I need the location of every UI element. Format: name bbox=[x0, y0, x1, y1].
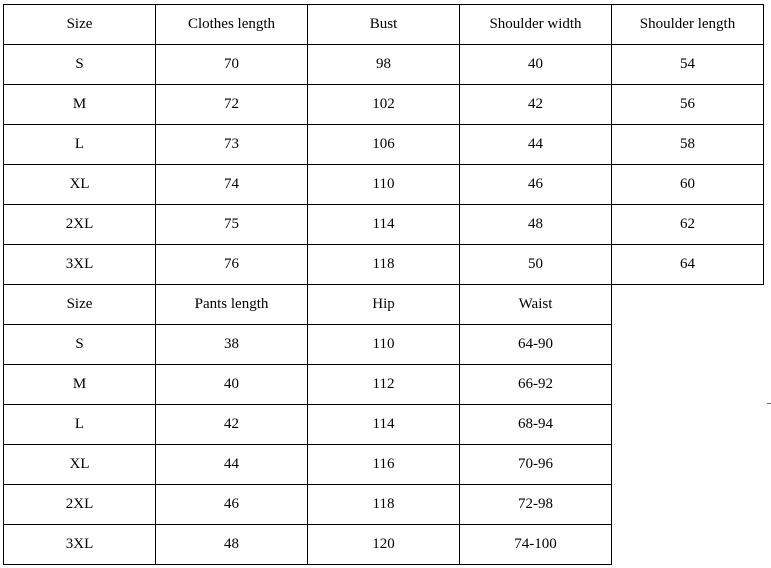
top-cell-shoulder-length: 54 bbox=[612, 45, 764, 85]
top-cell-size: S bbox=[4, 45, 156, 85]
top-header-bust: Bust bbox=[308, 5, 460, 45]
bottom-cell-hip: 116 bbox=[308, 445, 460, 485]
bottom-header-waist: Waist bbox=[460, 285, 612, 325]
top-cell-size: 2XL bbox=[4, 205, 156, 245]
top-cell-clothes-length: 70 bbox=[156, 45, 308, 85]
top-cell-size: L bbox=[4, 125, 156, 165]
top-header-shoulder-width: Shoulder width bbox=[460, 5, 612, 45]
top-cell-shoulder-length: 62 bbox=[612, 205, 764, 245]
bottom-cell-waist: 72-98 bbox=[460, 485, 612, 525]
bottom-cell-size: M bbox=[4, 365, 156, 405]
empty-cell bbox=[612, 405, 764, 445]
top-cell-shoulder-width: 44 bbox=[460, 125, 612, 165]
top-cell-size: 3XL bbox=[4, 245, 156, 285]
top-cell-bust: 102 bbox=[308, 85, 460, 125]
top-header-clothes-length: Clothes length bbox=[156, 5, 308, 45]
top-cell-shoulder-length: 58 bbox=[612, 125, 764, 165]
top-cell-clothes-length: 75 bbox=[156, 205, 308, 245]
bottom-header-row bbox=[4, 285, 764, 325]
top-cell-bust: 110 bbox=[308, 165, 460, 205]
top-row-xl bbox=[4, 165, 764, 205]
top-cell-clothes-length: 72 bbox=[156, 85, 308, 125]
bottom-header-hip: Hip bbox=[308, 285, 460, 325]
bottom-header-pants-length: Pants length bbox=[156, 285, 308, 325]
top-row-l bbox=[4, 125, 764, 165]
bottom-cell-pants-length: 44 bbox=[156, 445, 308, 485]
bottom-row-m bbox=[4, 365, 764, 405]
top-header-row bbox=[4, 5, 764, 45]
bottom-cell-pants-length: 40 bbox=[156, 365, 308, 405]
empty-cell bbox=[612, 525, 764, 565]
top-cell-shoulder-length: 56 bbox=[612, 85, 764, 125]
bottom-cell-size: 3XL bbox=[4, 525, 156, 565]
edge-tick-mark bbox=[767, 403, 771, 404]
top-cell-clothes-length: 73 bbox=[156, 125, 308, 165]
bottom-cell-pants-length: 42 bbox=[156, 405, 308, 445]
top-header-shoulder-length: Shoulder length bbox=[612, 5, 764, 45]
top-cell-shoulder-length: 64 bbox=[612, 245, 764, 285]
top-cell-size: M bbox=[4, 85, 156, 125]
empty-cell bbox=[612, 285, 764, 325]
bottom-row-xl bbox=[4, 445, 764, 485]
bottom-cell-waist: 74-100 bbox=[460, 525, 612, 565]
bottom-cell-hip: 112 bbox=[308, 365, 460, 405]
bottom-cell-waist: 70-96 bbox=[460, 445, 612, 485]
bottom-cell-pants-length: 48 bbox=[156, 525, 308, 565]
top-row-m bbox=[4, 85, 764, 125]
bottom-header-size: Size bbox=[4, 285, 156, 325]
bottom-cell-size: 2XL bbox=[4, 485, 156, 525]
top-header-size: Size bbox=[4, 5, 156, 45]
bottom-cell-pants-length: 46 bbox=[156, 485, 308, 525]
empty-cell bbox=[612, 365, 764, 405]
top-row-3xl bbox=[4, 245, 764, 285]
top-cell-bust: 114 bbox=[308, 205, 460, 245]
bottom-cell-hip: 114 bbox=[308, 405, 460, 445]
top-row-2xl bbox=[4, 205, 764, 245]
top-cell-shoulder-width: 48 bbox=[460, 205, 612, 245]
bottom-row-3xl bbox=[4, 525, 764, 565]
bottom-row-s bbox=[4, 325, 764, 365]
bottom-row-l bbox=[4, 405, 764, 445]
size-chart-table bbox=[3, 4, 764, 565]
top-cell-clothes-length: 74 bbox=[156, 165, 308, 205]
top-cell-shoulder-width: 46 bbox=[460, 165, 612, 205]
top-cell-shoulder-width: 40 bbox=[460, 45, 612, 85]
bottom-cell-hip: 118 bbox=[308, 485, 460, 525]
bottom-cell-size: XL bbox=[4, 445, 156, 485]
bottom-cell-waist: 66-92 bbox=[460, 365, 612, 405]
empty-cell bbox=[612, 325, 764, 365]
top-cell-shoulder-length: 60 bbox=[612, 165, 764, 205]
bottom-cell-pants-length: 38 bbox=[156, 325, 308, 365]
top-cell-clothes-length: 76 bbox=[156, 245, 308, 285]
bottom-cell-size: L bbox=[4, 405, 156, 445]
bottom-cell-hip: 120 bbox=[308, 525, 460, 565]
bottom-cell-waist: 64-90 bbox=[460, 325, 612, 365]
top-cell-shoulder-width: 50 bbox=[460, 245, 612, 285]
top-cell-shoulder-width: 42 bbox=[460, 85, 612, 125]
top-cell-bust: 106 bbox=[308, 125, 460, 165]
bottom-cell-waist: 68-94 bbox=[460, 405, 612, 445]
bottom-cell-hip: 110 bbox=[308, 325, 460, 365]
bottom-cell-size: S bbox=[4, 325, 156, 365]
bottom-row-2xl bbox=[4, 485, 764, 525]
top-row-s bbox=[4, 45, 764, 85]
top-cell-bust: 98 bbox=[308, 45, 460, 85]
empty-cell bbox=[612, 485, 764, 525]
top-cell-size: XL bbox=[4, 165, 156, 205]
empty-cell bbox=[612, 445, 764, 485]
top-cell-bust: 118 bbox=[308, 245, 460, 285]
